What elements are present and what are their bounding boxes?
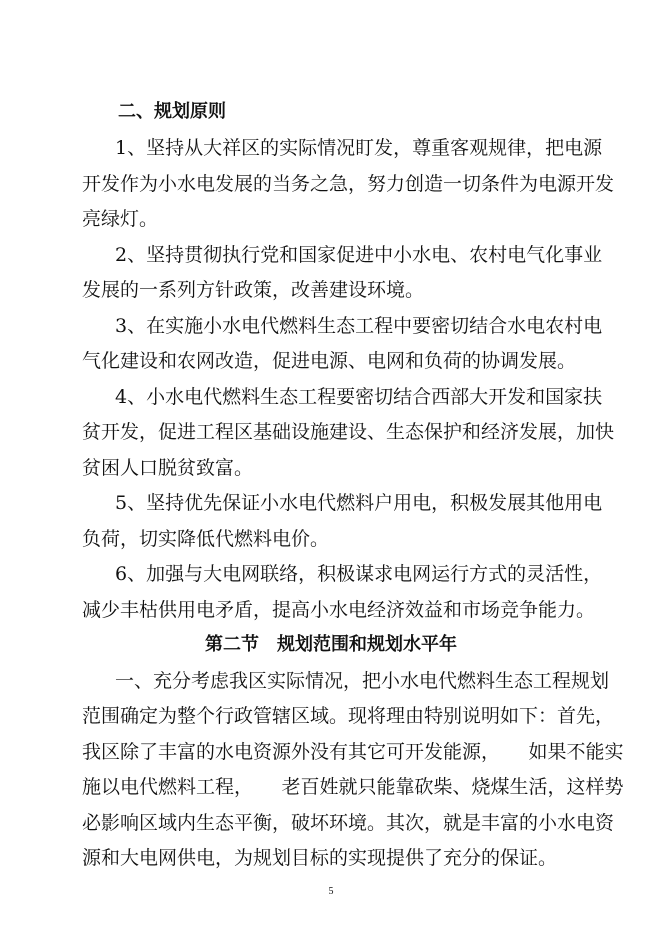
paragraph-5-line-1: 5、坚持优先保证小水电代燃料户用电，积极发展其他用电 [115,492,603,514]
paragraph-3-line-1: 3、在实施小水电代燃料生态工程中要密切结合水电农村电 [115,315,603,337]
paragraph-4-line-1: 4、小水电代燃料生态工程要密切结合西部大开发和国家扶 [115,386,603,408]
paragraph-3-line-2: 气化建设和农网改造，促进电源、电网和负荷的协调发展。 [82,350,577,372]
paragraph-1-line-1: 1、坚持从大祥区的实际情况盯发，尊重客观规律，把电源 [115,137,603,159]
paragraph-7-line-5: 必影响区域内生态平衡，破坏环境。其次，就是丰富的小水电资 [82,812,615,834]
paragraph-4-line-3: 贫困人口脱贫致富。 [82,457,254,479]
paragraph-5-line-2: 负荷，切实降低代燃料电价。 [82,528,330,550]
paragraph-7-line-2: 范围确定为整个行政管辖区域。现将理由特别说明如下：首先， [82,705,615,727]
paragraph-6-line-1: 6、加强与大电网联络，积极谋求电网运行方式的灵活性， [115,563,603,585]
paragraph-7-line-3: 我区除了丰富的水电资源外没有其它可开发能源， 如果不能实 [82,741,624,763]
paragraph-1-line-2: 开发作为小水电发展的当务之急，努力创造一切条件为电源开发 [82,173,615,195]
paragraph-7-line-1: 一、充分考虑我区实际情况，把小水电代燃料生态工程规划 [115,670,610,692]
page-number: 5 [328,886,334,897]
paragraph-2-line-1: 2、坚持贯彻执行党和国家促进中小水电、农村电气化事业 [115,244,603,266]
paragraph-2-line-2: 发展的一系列方针政策，改善建设环境。 [82,279,425,301]
section-heading: 二、规划原则 [118,101,226,122]
paragraph-1-line-3: 亮绿灯。 [82,208,159,230]
paragraph-6-line-2: 减少丰枯供用电矛盾，提高小水电经济效益和市场竞争能力。 [82,599,596,621]
paragraph-7-line-4: 施以电代燃料工程， 老百姓就只能靠砍柴、烧煤生活，这样势 [82,776,624,798]
paragraph-4-line-2: 贫开发，促进工程区基础设施建设、生态保护和经济发展，加快 [82,421,615,443]
paragraph-7-line-6: 源和大电网供电，为规划目标的实现提供了充分的保证。 [82,847,558,869]
section-title: 第二节 规划范围和规划水平年 [205,634,457,655]
